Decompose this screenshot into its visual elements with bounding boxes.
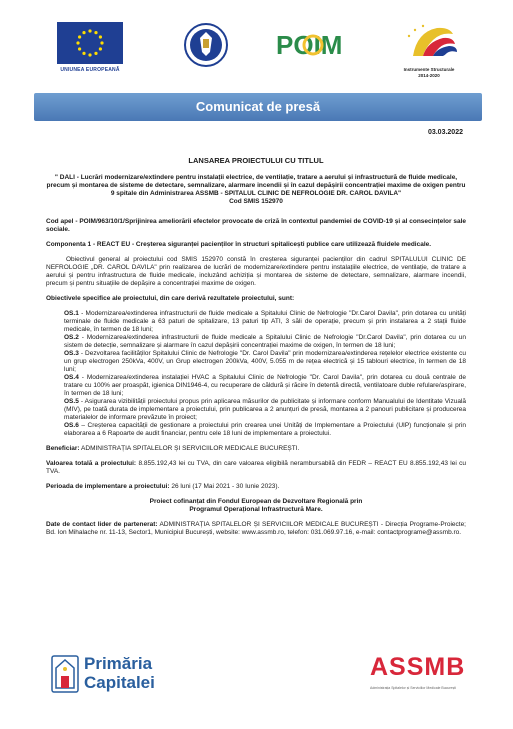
project-value <box>46 460 466 476</box>
objective-code: OS.3 <box>64 350 79 357</box>
is-caption <box>393 67 465 78</box>
document-title: LANSAREA PROIECTULUI CU TITLUL <box>188 156 324 165</box>
project-title: " DALI - Lucrări modernizare/extindere pentru instalații electrice, de ventilație, tratare a aerului și infrastructură de fluide medicale, precum și montarea de sisteme de detectare, semnalizare, alarmare incendii și în cazul depășirii concentrației maxime de oxigen pentru 9 spitale din Administrarea ASSMB - SPITALUL CLINIC DE NEFROLOGIE DR. CAROL DAVILA" <box>46 174 466 197</box>
beneficiary-value: ADMINISTRAȚIA SPITALELOR ȘI SERVICIILOR MEDICALE BUCUREȘTI. <box>79 445 300 452</box>
assmb-label: ASSMB <box>370 653 466 681</box>
value-label: Valoarea totală a proiectului: <box>46 460 137 467</box>
objective-text: - Asigurarea vizibilității proiectului propus prin aplicarea măsurilor de publicitate și informare conform Manualului de Identitate Vizuală (MIV), pe toată durata de implementare a proiectului, prin publicarea a 2 anunțuri de presă, montarea a 2 panouri publicitare și producerea materialelor de informare prevăzute în proiect; <box>64 398 466 421</box>
period-text: 26 luni (17 Mai 2021 - 30 Iunie 2023). <box>169 483 280 490</box>
poim-logo <box>276 30 358 60</box>
objective-code: OS.6 <box>64 422 79 429</box>
value-text: 8.855.192,43 lei cu TVA, din care valoarea eligibilă nerambursabilă din FEDR – REACT EU 8.855.192,43 lei cu TVA. <box>46 460 467 475</box>
cofinance-line2: Programul Operațional Infrastructură Mare. <box>189 506 323 513</box>
objectives-heading: Obiectivele specifice ale proiectului, din care derivă rezultatele proiectului, sunt: <box>46 295 295 302</box>
objective-item <box>64 398 466 422</box>
objective-text: - Modernizarea/extinderea infrastructurii de fluide medicale a Spitalului Clinic de Nefrologie "Dr.Carol Davila", prin dotarea cu unități terminale de fluide medicale a 63 paturi de spitalizare, 13 paturi tip ATI, 3 săli de operație, precum și prin instalarea a 2 stații fluide medicale, în termen de 18 luni; <box>64 310 466 333</box>
objectives-list <box>46 310 466 438</box>
contact-info <box>46 521 466 537</box>
cofinance-line1: Proiect cofinanțat din Fondul European de Dezvoltare Regională prin <box>149 498 363 505</box>
is-caption-line2: 2014-2020 <box>418 72 440 78</box>
eu-flag-icon <box>57 22 123 64</box>
header-logos <box>0 22 513 80</box>
pmb-line1: Primăria <box>84 654 153 673</box>
coat-of-arms-icon <box>183 22 229 68</box>
objective-item <box>64 334 466 350</box>
is-caption-line1: Instrumente Structurale <box>403 67 455 72</box>
eu-logo <box>56 22 124 73</box>
structural-instruments-icon <box>393 22 465 60</box>
primaria-capitalei-logo <box>50 652 170 702</box>
press-release-banner <box>34 93 482 121</box>
poim-label: POIM <box>276 30 343 60</box>
eu-caption: UNIUNEA EUROPEANĂ <box>60 67 120 73</box>
beneficiary-label: Beneficiar: <box>46 445 80 452</box>
objective-item <box>64 422 466 438</box>
footer-logos <box>0 652 513 712</box>
assmb-logo <box>370 653 486 703</box>
pmb-line2: Capitalei <box>84 673 155 692</box>
objective-code: OS.1 <box>64 310 79 317</box>
document-body <box>46 157 466 544</box>
objective-code: OS.2 <box>64 334 79 341</box>
objective-text: - Modernizarea/extinderea infrastructurii de fluide medicale a Spitalului Clinic de Nefrologie "Dr.Carol Davila", prin dotarea cu un sistem de detecție, semnalizare și alarmare în cazul depășirii concentrației maxime de oxigen, în termen de 18 luni; <box>64 334 466 349</box>
pmb-text <box>84 654 155 692</box>
cofinance-note <box>46 498 466 514</box>
component: Componenta 1 - REACT EU - Creșterea siguranței pacienților în structuri spitalicești publice care utilizează fluidele medicale. <box>46 241 432 248</box>
city-hall-icon <box>50 654 80 696</box>
instrumente-structurale-logo <box>393 22 465 78</box>
objective-text: - Dezvoltarea facilităților Spitalului Clinic de Nefrologie "Dr. Carol Davila" prin modernizarea/extinderea rețelelor electrice existente cu un grup electrogen 250kVa, 400V, un Grup electrogen 200kVa, 400V, 5.055 m de rețea electrică și 15 tablouri electrice, în termen de 18 luni; <box>64 350 466 373</box>
document-date: 03.03.2022 <box>427 129 463 136</box>
objective-code: OS.5 <box>64 398 79 405</box>
assmb-caption: Administrația Spitalelor și Serviciilor Medicale București <box>370 686 456 690</box>
project-title-block <box>46 174 466 206</box>
call-code: Cod apel - POIM/963/10/1/Sprijinirea ameliorării efectelor provocate de criză în contextul pandemiei de COVID-19 și al consecințelor sale sociale. <box>46 218 466 233</box>
beneficiary <box>46 445 466 453</box>
objective-code: OS.4 <box>64 374 79 381</box>
implementation-period <box>46 483 466 491</box>
contact-label: Date de contact lider de partenerat: <box>46 521 158 528</box>
objective-item <box>64 350 466 374</box>
objective-text: – Creșterea capacității de gestionare a proiectului prin crearea unei Unități de Implementare a Proiectului (UIP) funcționale și prin elaborarea a 6 Rapoarte de audit financiar, pentru cele 18 luni de implementare a proiectului. <box>64 422 466 437</box>
contact-text: ADMINISTRAȚIA SPITALELOR ȘI SERVICIILOR MEDICALE BUCUREȘTI - Direcția Programe-Proiecte; Bd. Ion Mihalache nr. 11-13, Sector1, Municipiul București, website: www.assmb.ro, telefon: 031.069.97.16, e-mail: contactprograme@assmb.ro. <box>46 521 466 536</box>
period-label: Perioada de implementare a proiectului: <box>46 483 170 490</box>
banner-title: Comunicat de presă <box>195 99 321 114</box>
general-objective: Obiectivul general al proiectului cod SMIS 152970 constă în creșterea siguranței pacienților din cadrul SPITALULUI CLINIC DE NEFROLOGIE „DR. CAROL DAVILA" prin realizarea de lucrări de modernizare/extindere pentru instalațiile electrice, de ventilație, de tratare a aerului și pentru infrastructura de fluide medicale, incluzând achiziția și montarea de sisteme de detectare, semnalizare, alarmare incendii, precum și pentru situațiile de depășire a concentrației maxime de oxigen. <box>46 256 466 287</box>
project-code: Cod SMIS 152970 <box>229 198 283 205</box>
objective-item <box>64 374 466 398</box>
objective-text: - Modernizarea/extinderea instalației HVAC a Spitalului Clinic de Nefrologie "Dr. Carol Davila", prin dotarea cu două centrale de tratare cu 100% aer proaspăt, igienica DIN1946-4, cu recuperare de căldură și răcire în detentă directă, ventilatoare duble refulare/aspirare, în termen de 18 luni; <box>64 374 466 397</box>
government-logo <box>183 22 229 68</box>
objective-item <box>64 310 466 334</box>
